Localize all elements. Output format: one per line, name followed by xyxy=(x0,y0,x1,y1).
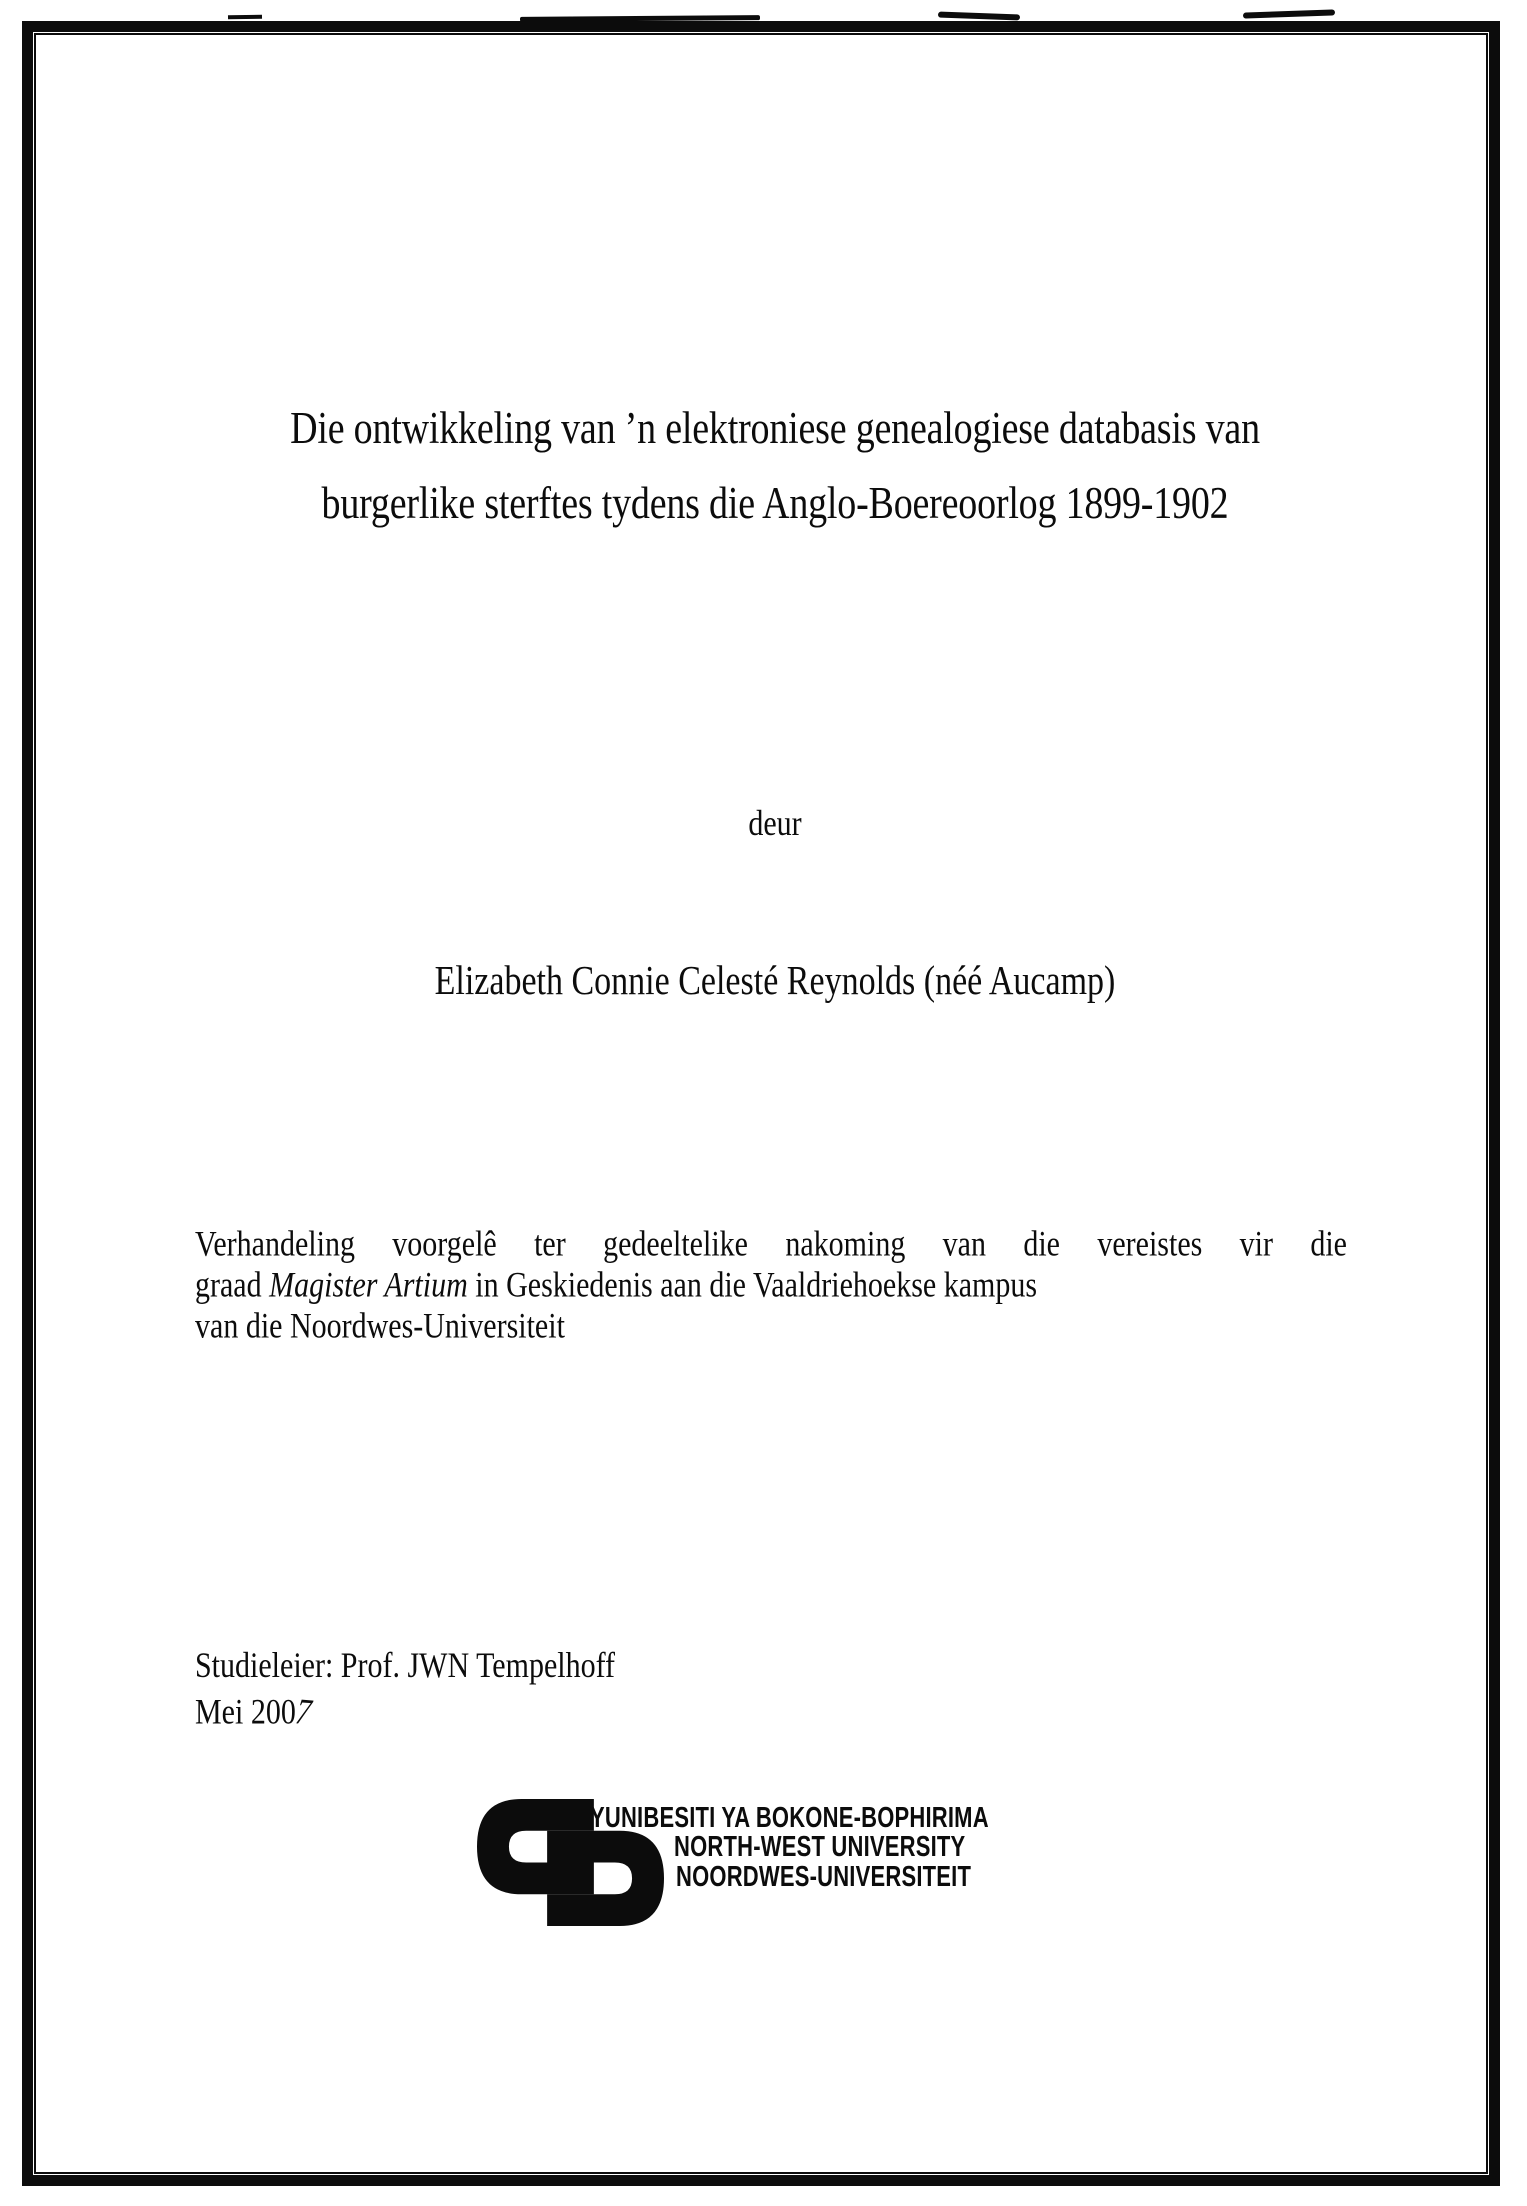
degree-statement-line2-pre: graad xyxy=(195,1265,270,1306)
author-name: Elizabeth Connie Celesté Reynolds (néé Aucamp) xyxy=(434,959,1116,1004)
scan-artifact xyxy=(1243,9,1335,18)
degree-statement-line2-post: in Geskiedenis aan die Vaaldriehoekse kampus xyxy=(467,1265,1038,1306)
date-line xyxy=(195,1689,1095,1736)
supervisor-line: Studieleier: Prof. JWN Tempelhoff xyxy=(195,1645,616,1686)
scan-artifact xyxy=(228,15,262,20)
degree-name-italic: Magister Artium xyxy=(269,1265,468,1306)
thesis-title-line1: Die ontwikkeling van ’n elektroniese genealogiese databasis van xyxy=(290,403,1260,454)
university-logo-text xyxy=(590,1800,989,1893)
degree-statement-line3: van die Noordwes-Universiteit xyxy=(195,1306,565,1347)
date-last-digit: 7 xyxy=(290,1691,317,1733)
degree-statement-line1: Verhandeling voorgelê ter gedeeltelike nakoming van die vereistes vir die xyxy=(195,1224,1347,1264)
supervisor-block xyxy=(195,1642,1095,1736)
date-prefix: Mei 200 xyxy=(195,1692,296,1732)
logo-text-line3: NOORDWES-UNIVERSITEIT xyxy=(676,1859,972,1893)
byline-label: deur xyxy=(748,804,802,844)
logo-text-line2: NORTH-WEST UNIVERSITY xyxy=(674,1829,966,1863)
thesis-title xyxy=(195,391,1355,541)
thesis-title-line2: burgerlike sterftes tydens die Anglo-Boereoorlog 1899-1902 xyxy=(321,478,1229,529)
logo-text-line1: YUNIBESITI YA BOKONE-BOPHIRIMA xyxy=(590,1800,989,1834)
degree-statement xyxy=(195,1224,1347,1347)
degree-statement-line2 xyxy=(195,1265,1347,1306)
scan-artifact xyxy=(938,12,1020,21)
